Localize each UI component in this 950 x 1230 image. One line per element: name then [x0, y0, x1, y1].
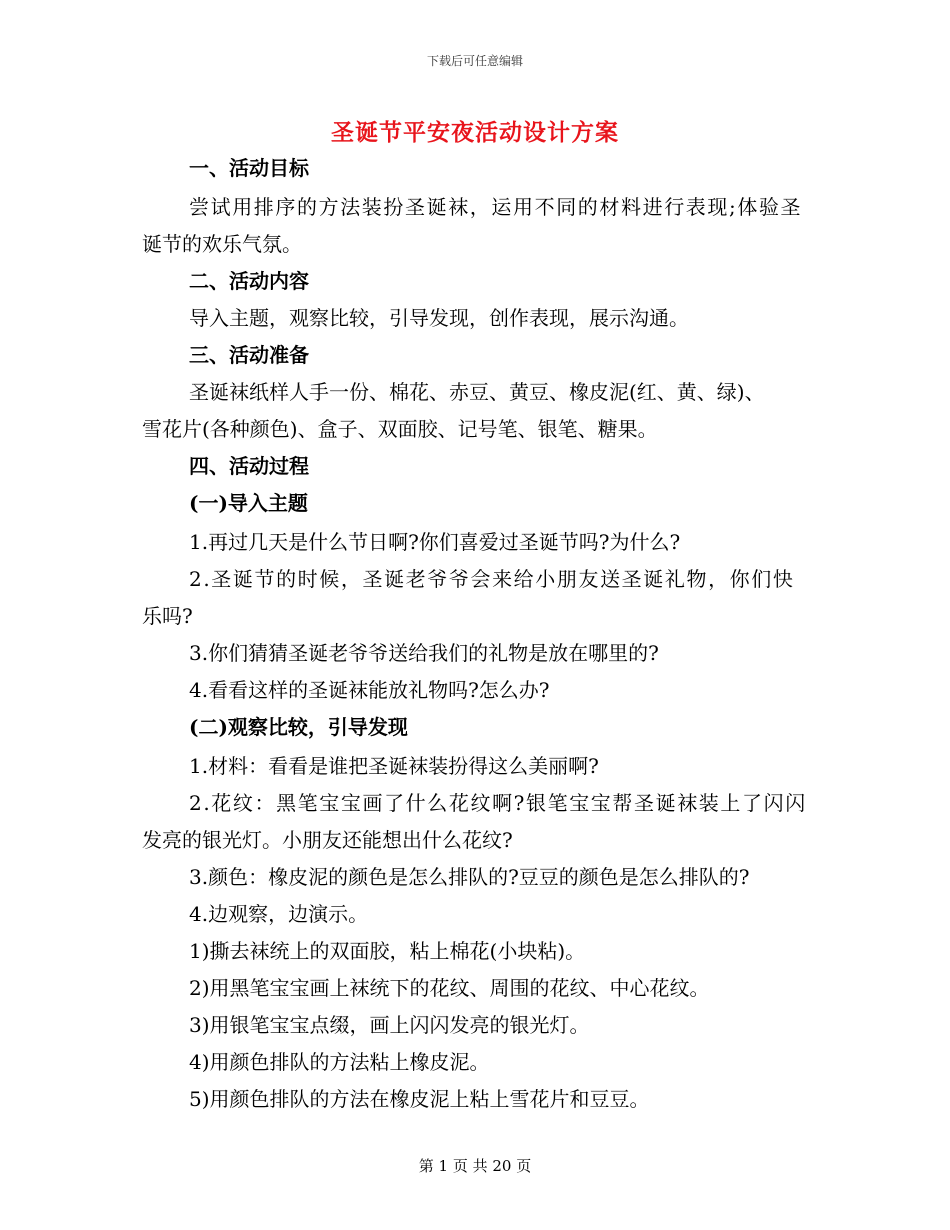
list-item: 1.材料：看看是谁把圣诞袜装扮得这么美丽啊?: [189, 754, 599, 778]
list-item: 3.颜色：橡皮泥的颜色是怎么排队的?豆豆的颜色是怎么排队的?: [189, 865, 750, 889]
subsection-heading-intro: (一)导入主题: [189, 491, 308, 515]
step-item: 3)用银笔宝宝点缀，画上闪闪发亮的银光灯。: [189, 1013, 590, 1037]
list-item-continuation: 乐吗?: [142, 604, 193, 628]
page-header: 下载后可任意编辑: [426, 54, 523, 68]
subsection-heading-observe: (二)观察比较，引导发现: [189, 715, 408, 739]
step-item: 5)用颜色排队的方法在橡皮泥上粘上雪花片和豆豆。: [189, 1087, 650, 1111]
paragraph-line: 尝试用排序的方法装扮圣诞袜，运用不同的材料进行表现;体验圣: [189, 195, 803, 219]
paragraph-line: 圣诞袜纸样人手一份、棉花、赤豆、黄豆、橡皮泥(红、黄、绿)、: [189, 380, 765, 404]
list-item: 2.花纹：黑笔宝宝画了什么花纹啊?银笔宝宝帮圣诞袜装上了闪闪: [189, 791, 807, 815]
step-item: 1)撕去袜统上的双面胶，粘上棉花(小块粘)。: [189, 939, 586, 963]
list-item-continuation: 发亮的银光灯。小朋友还能想出什么花纹?: [142, 828, 513, 852]
section-heading-process: 四、活动过程: [189, 454, 309, 478]
list-item: 2.圣诞节的时候，圣诞老爷爷会来给小朋友送圣诞礼物，你们快: [189, 567, 795, 591]
page-footer: 第 1 页 共 20 页: [418, 1157, 532, 1175]
paragraph-line: 诞节的欢乐气氛。: [142, 232, 302, 256]
list-item: 4.看看这样的圣诞袜能放礼物吗?怎么办?: [189, 678, 550, 702]
step-item: 4)用颜色排队的方法粘上橡皮泥。: [189, 1050, 490, 1074]
document-title: 圣诞节平安夜活动设计方案: [331, 119, 619, 146]
step-item: 2)用黑笔宝宝画上袜统下的花纹、周围的花纹、中心花纹。: [189, 976, 710, 1000]
section-heading-goals: 一、活动目标: [189, 156, 309, 180]
section-heading-content: 二、活动内容: [189, 269, 309, 293]
list-item: 3.你们猜猜圣诞老爷爷送给我们的礼物是放在哪里的?: [189, 641, 659, 665]
list-item: 1.再过几天是什么节日啊?你们喜爱过圣诞节吗?为什么?: [189, 530, 681, 554]
paragraph-line: 导入主题，观察比较，引导发现，创作表现，展示沟通。: [189, 306, 689, 330]
section-heading-preparation: 三、活动准备: [189, 343, 309, 367]
paragraph-line: 雪花片(各种颜色)、盒子、双面胶、记号笔、银笔、糖果。: [142, 417, 658, 441]
list-item: 4.边观察，边演示。: [189, 902, 369, 926]
